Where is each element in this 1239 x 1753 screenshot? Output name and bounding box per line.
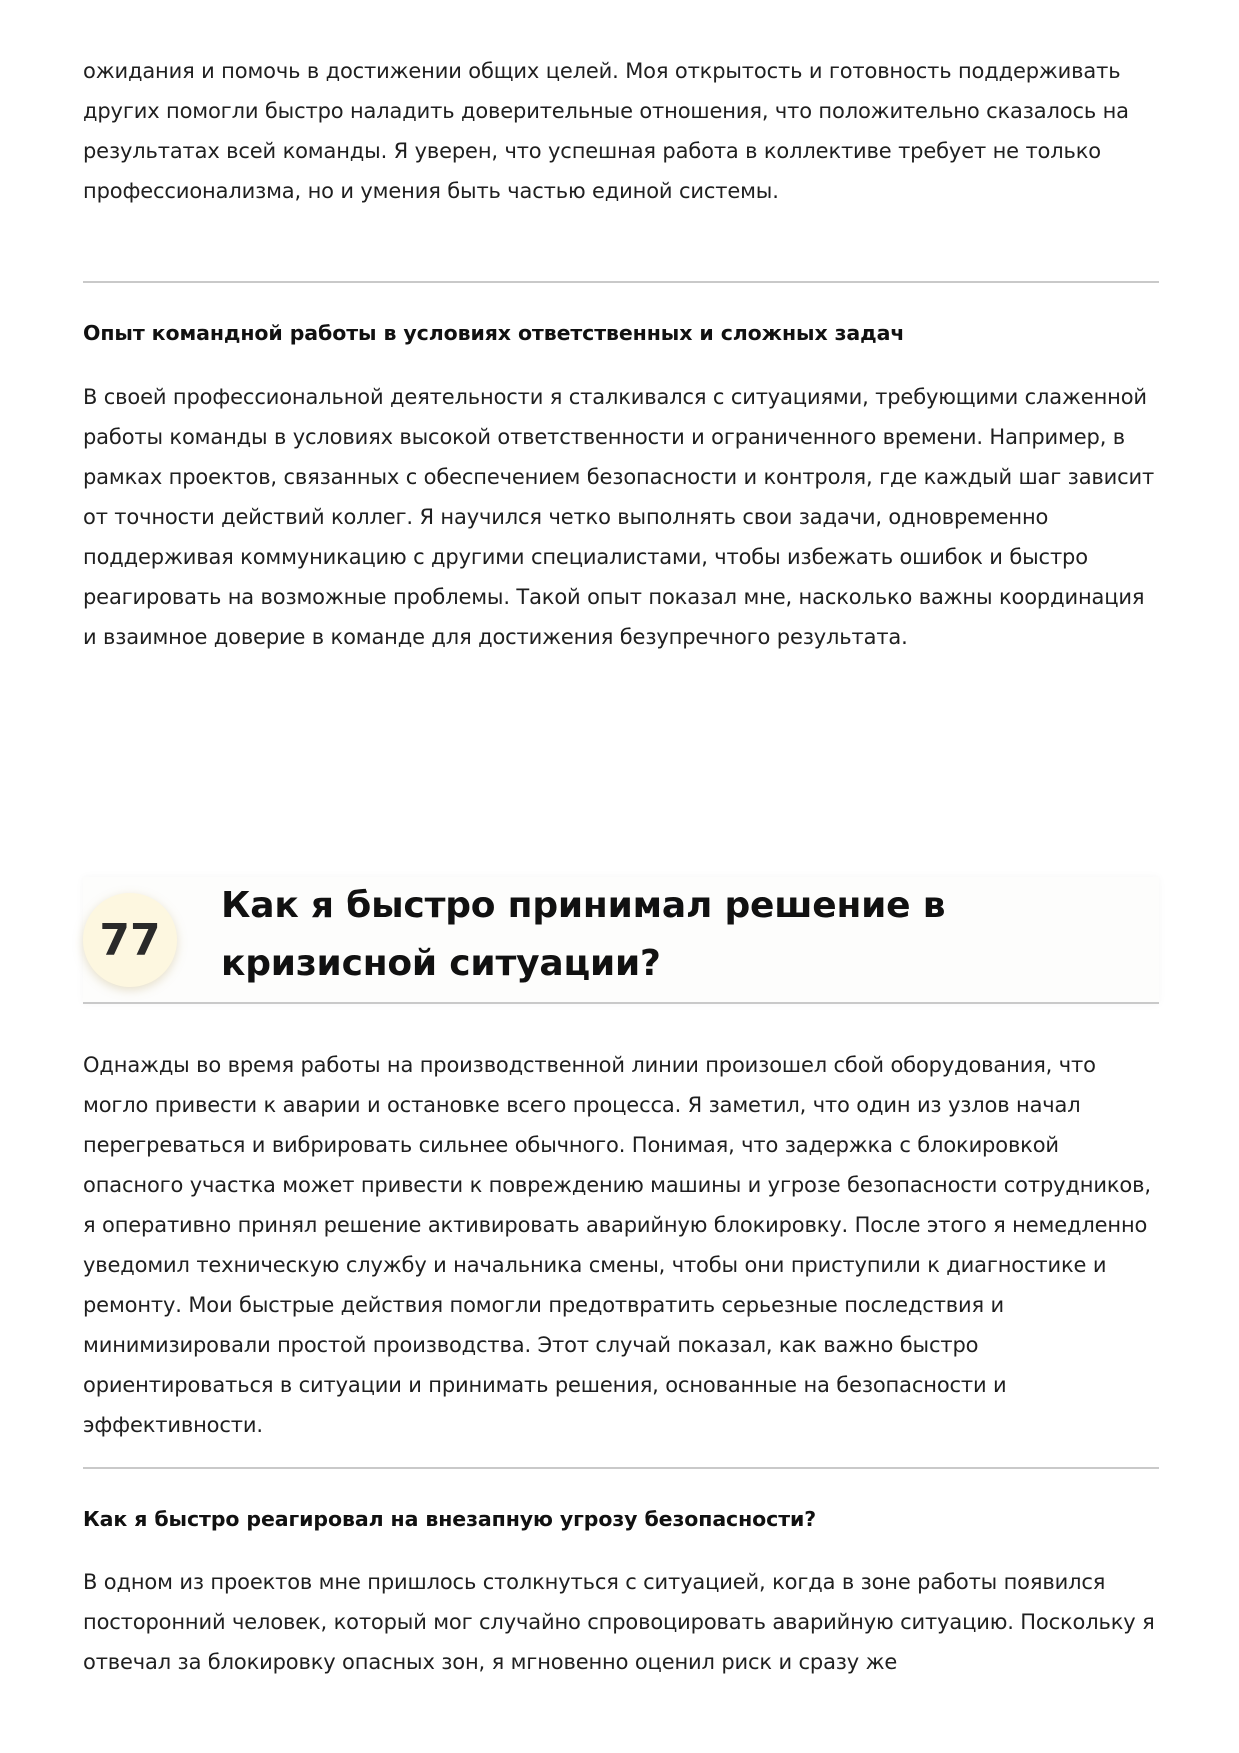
subsection-paragraph: В одном из проектов мне пришлось столкнуться с ситуацией, когда в зоне работы появился посторонний человек, который мог случайно спровоцировать аварийную ситуацию. Поскольку я отвечал за блокировку опасных зон, я мгновенно оценил риск и сразу же	[83, 1570, 1155, 1674]
question-number-badge: 77	[83, 893, 177, 987]
subsection-paragraph: В своей профессиональной деятельности я сталкивался с ситуациями, требующими слаженной работы команды в условиях высокой ответственности и ограниченного времени. Например, в рамках проектов, связанных с обеспечением безопасности и контроля, где каждый шаг зависит от точности действий коллег. Я научился четко выполнять свои задачи, одновременно поддерживая коммуникацию с другими специалистами, чтобы избежать ошибок и быстро реагировать на возможные проблемы. Такой опыт показал мне, насколько важны координация и взаимное доверие в команде для достижения безупречного результата.	[83, 385, 1155, 649]
question-header	[83, 877, 1159, 1004]
question-divider	[83, 1002, 1159, 1004]
divider	[83, 1467, 1159, 1469]
question-title: Как я быстро принимал решение в кризисной ситуации?	[221, 885, 946, 984]
question-answer: Однажды во время работы на производственной линии произошел сбой оборудования, что могло привести к аварии и остановке всего процесса. Я заметил, что один из узлов начал перегреваться и вибрировать сильнее обычного. Понимая, что задержка с блокировкой опасного участка может привести к повреждению машины и угрозе безопасности сотрудников, я оперативно принял решение активировать аварийную блокировку. После этого я немедленно уведомил техническую службу и начальника смены, чтобы они приступили к диагностике и ремонту. Мои быстрые действия помогли предотвратить серьезные последствия и минимизировали простой производства. Этот случай показал, как важно быстро ориентироваться в ситуации и принимать решения, основанные на безопасности и эффективности.	[83, 1053, 1151, 1437]
paragraph-continuation: ожидания и помочь в достижении общих целей. Моя открытость и готовность поддерживать других помогли быстро наладить доверительные отношения, что положительно сказалось на результатах всей команды. Я уверен, что успешная работа в коллективе требует не только профессионализма, но и умения быть частью единой системы.	[83, 59, 1129, 203]
divider	[83, 281, 1159, 283]
subsection-heading: Как я быстро реагировал на внезапную угрозу безопасности?	[83, 1507, 817, 1531]
subsection-heading: Опыт командной работы в условиях ответственных и сложных задач	[83, 321, 905, 345]
